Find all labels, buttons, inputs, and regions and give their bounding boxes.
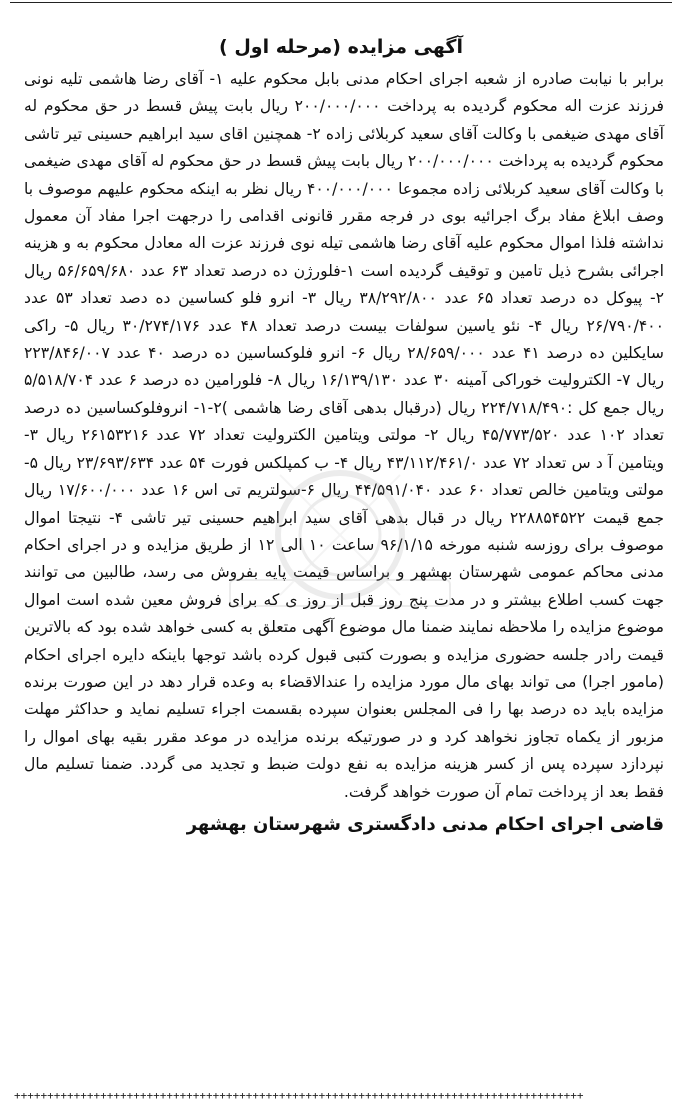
notice-title: آگهی مزایده (مرحله اول ): [219, 36, 463, 58]
top-border-line: [10, 2, 672, 3]
notice-signature: قاضی اجرای احکام مدنی دادگستری شهرستان بهشهر: [186, 813, 664, 835]
notice-body: برابر با نیابت صادره از شعبه اجرای احکام مدنی بابل محکوم علیه ۱- آقای رضا هاشمی تلیه نونی فرزند عزت اله محکوم گردیده به پرداخت ۲۰۰/۰۰۰/۰۰۰ ریال بابت پیش قسط در حق محکوم له آقای مهدی ضیغمی با وکالت آقای سعید کربلائی زاده ۲- همچنین اقای سید ابراهیم حسینی تیر تاشی محکوم گردیده به پرداخت ۲۰۰/۰۰۰/۰۰۰ ریال بابت پیش قسط در حق محکوم له آقای مهدی ضیغمی با وکالت آقای سعید کربلائی زاده مجموعا ۴۰۰/۰۰۰/۰۰۰ ریال نظر به اینکه محکوم علیهم موصوف با وصف ابلاغ مفاد برگ اجرائیه بوی در فرجه مقرر قانونی اقدامی را درجهت اجرا مفاد آن معمول نداشته فلذا اموال محکوم علیه آقای رضا هاشمی تیله نوی فرزند عزت اله معادل محکوم به و هزینه اجرائی بشرح ذیل تامین و توقیف گردیده است ۱-فلورژن ده درصد تعداد ۶۳ عدد ۵۶/۶۵۹/۶۸۰ ریال ۲- پیوکل ده درصد تعداد ۶۵ عدد ۳۸/۲۹۲/۸۰۰ ریال ۳- انرو فلو کساسین ده دصد تعداد ۵۳ عدد ۲۶/۷۹۰/۴۰۰ ریال ۴- نئو یاسین سولفات بیست درصد تعداد ۴۸ عدد ۳۰/۲۷۴/۱۷۶ ریال ۵- راکی سایکلین ده درصد ۴۱ عدد ۲۸/۶۵۹/۰۰۰ ریال ۶- انرو فلوکساسین ده درصد ۴۰ عدد ۲۲۳/۸۴۶/۰۰۷ ریال ۷- الکترولیت خوراکی آمینه ۳۰ عدد ۱۶/۱۳۹/۱۳۰ ریال ۸- فلورامین ده درصد ۶ عدد ۵/۵۱۸/۷۰۴ ریال جمع کل :۲۲۴/۷۱۸/۴۹۰ ریال (درقبال بدهی آقای رضا هاشمی )۲-۱- انروفلوکساسین ده درصد تعداد ۱۰۲ عدد ۴۵/۷۷۳/۵۲۰ ریال ۲- مولتی ویتامین الکترولیت تعداد ۷۲ عدد ۲۶۱۵۳۲۱۶ ریال ۳- ویتامین آ د س تعداد ۷۲ عدد ۴۳/۱۱۲/۴۶۱/۰ ریال ۴- ب کمپلکس فورت ۵۴ عدد ۲۳/۶۹۳/۶۳۴ ریال ۵- مولتی ویتامین خالص تعداد ۶۰ عدد ۴۴/۵۹۱/۰۴۰ ریال ۶-سولتریم تی اس ۱۶ عدد ۱۷/۶۰۰/۰۰۰ ریال جمع قیمت ۲۲۸۸۵۴۵۲۲ ریال در قبال بدهی آقای سید ابراهیم حسینی تیر تاشی ۴- نتیجتا اموال موصوف برای روزسه شنبه مورخه ۹۶/۱/۱۵ ساعت ۱۰ الی ۱۲ از طریق مزایده و در اجرای احکام مدنی محاکم عمومی شهرستان بهشهر و براساس قیمت پایه بفروش می رسد، طالبین می توانند جهت کسب اطلاع بیشتر و در مدت پنج روز قبل از روز ی که برای فروش معین شده است اموال موضوع مزایده را ملاحظه نمایند ضمنا مال موضوع آگهی متعلق به کسی خواهد شده بود که بالاترین قیمت رادر جلسه حضوری مزایده و بصورت کتبی قبول کرده باشد توجها باینکه دایره اجرای احکام (مامور اجرا) می تواند بهای مال مورد مزایده را عندالاقضاء به وعده قرار دهد در این صورت برنده مزایده باید ده درصد بها را فی المجلس بعنوان سپرده بقسمت اجراء تسلیم نماید و حداکثر مهلت مزبور از یکماه تجاوز نخواهد کرد و در صورتیکه برنده مزایده در موعد مقرر بقیه بهای اموال را نپردازد سپرده پس از کسر هزینه مزایده به نفع دولت ضبط و تجدید می گردد. ضمنا تسلیم مال فقط بعد از پرداخت تمام آن صورت خواهد گرفت.: [24, 70, 665, 801]
bottom-divider: ++++++++++++++++++++++++++++++++++++++++++++++++++++++++++++++++++++++++++++++++++++++: [14, 1090, 584, 1102]
